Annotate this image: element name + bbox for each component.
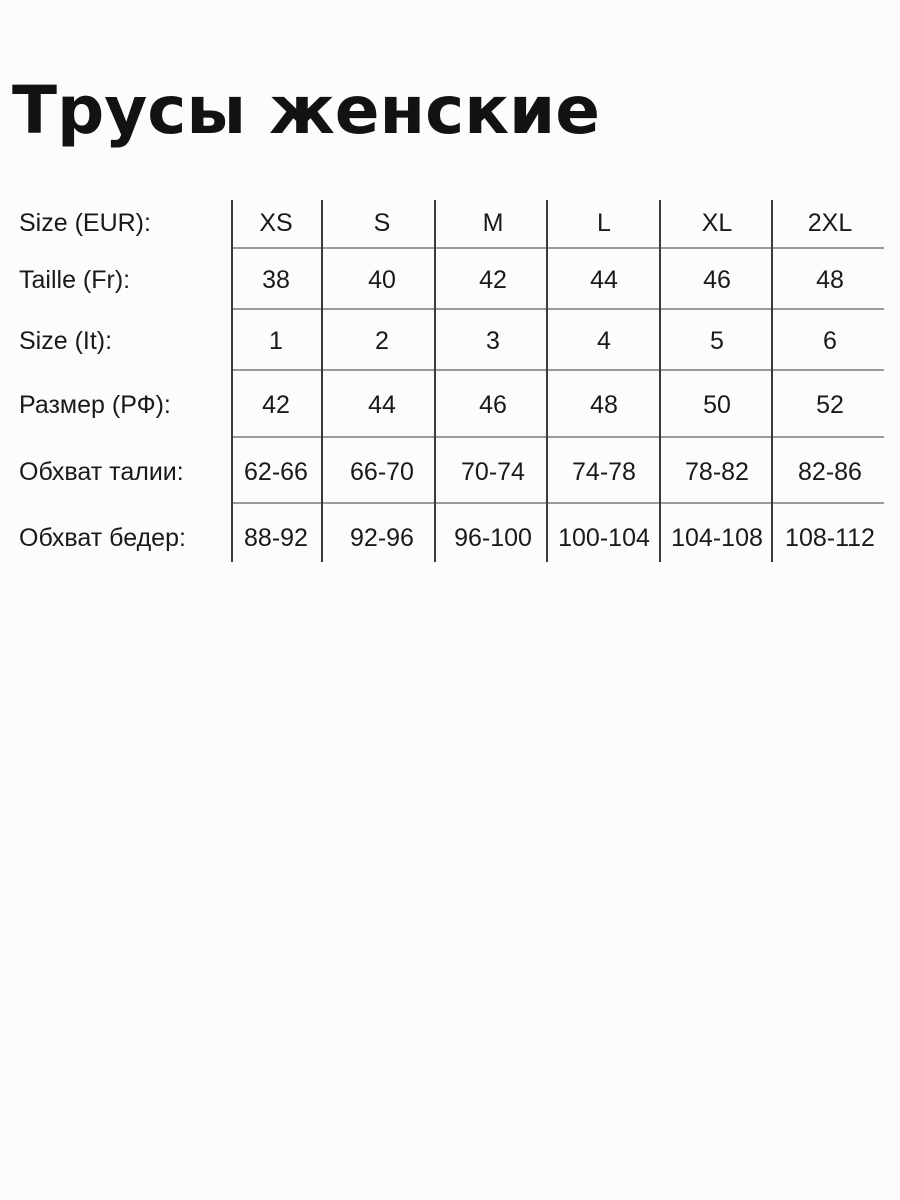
table-cell: L (597, 209, 611, 237)
table-cell: 1 (269, 327, 283, 355)
column-divider (434, 200, 436, 562)
table-cell: 40 (368, 266, 396, 294)
table-cell: 62-66 (244, 458, 308, 486)
table-cell: 2 (375, 327, 389, 355)
table-cell: 44 (368, 391, 396, 419)
table-cell: 100-104 (558, 524, 650, 552)
page-title: Трусы женские (12, 72, 601, 149)
column-divider (321, 200, 323, 562)
table-cell: 2XL (807, 209, 853, 237)
column-divider (546, 200, 548, 562)
table-cell: 4 (597, 327, 611, 355)
table-cell: 46 (479, 391, 507, 419)
row-divider (231, 308, 884, 310)
table-cell: XS (259, 209, 293, 237)
row-label: Обхват талии: (19, 458, 184, 486)
row-label: Размер (РФ): (19, 391, 171, 419)
column-divider (231, 200, 233, 562)
row-divider (231, 369, 884, 371)
row-divider (231, 502, 884, 504)
row-divider (231, 436, 884, 438)
table-cell: 3 (486, 327, 500, 355)
table-cell: XL (701, 209, 733, 237)
table-cell: 46 (703, 266, 731, 294)
table-cell: M (482, 209, 504, 237)
table-cell: 78-82 (685, 458, 749, 486)
table-cell: 70-74 (461, 458, 525, 486)
table-cell: 50 (703, 391, 731, 419)
table-cell: 42 (479, 266, 507, 294)
table-cell: 96-100 (454, 524, 532, 552)
row-label: Taille (Fr): (19, 266, 131, 294)
table-cell: 5 (710, 327, 724, 355)
table-cell: 44 (590, 266, 618, 294)
table-cell: 88-92 (244, 524, 308, 552)
table-cell: 108-112 (785, 524, 875, 552)
table-cell: 38 (262, 266, 290, 294)
table-cell: 66-70 (350, 458, 414, 486)
table-cell: 92-96 (350, 524, 414, 552)
table-cell: 74-78 (572, 458, 636, 486)
table-cell: 52 (816, 391, 844, 419)
row-label: Обхват бедер: (19, 524, 186, 552)
table-cell: 6 (823, 327, 837, 355)
table-cell: 82-86 (798, 458, 862, 486)
row-label: Size (EUR): (19, 209, 151, 237)
table-cell: 48 (816, 266, 844, 294)
column-divider (659, 200, 661, 562)
table-cell: 104-108 (671, 524, 763, 552)
table-cell: 42 (262, 391, 290, 419)
row-label: Size (It): (19, 327, 113, 355)
row-divider (231, 247, 884, 249)
column-divider (771, 200, 773, 562)
table-cell: S (373, 209, 391, 237)
table-cell: 48 (590, 391, 618, 419)
